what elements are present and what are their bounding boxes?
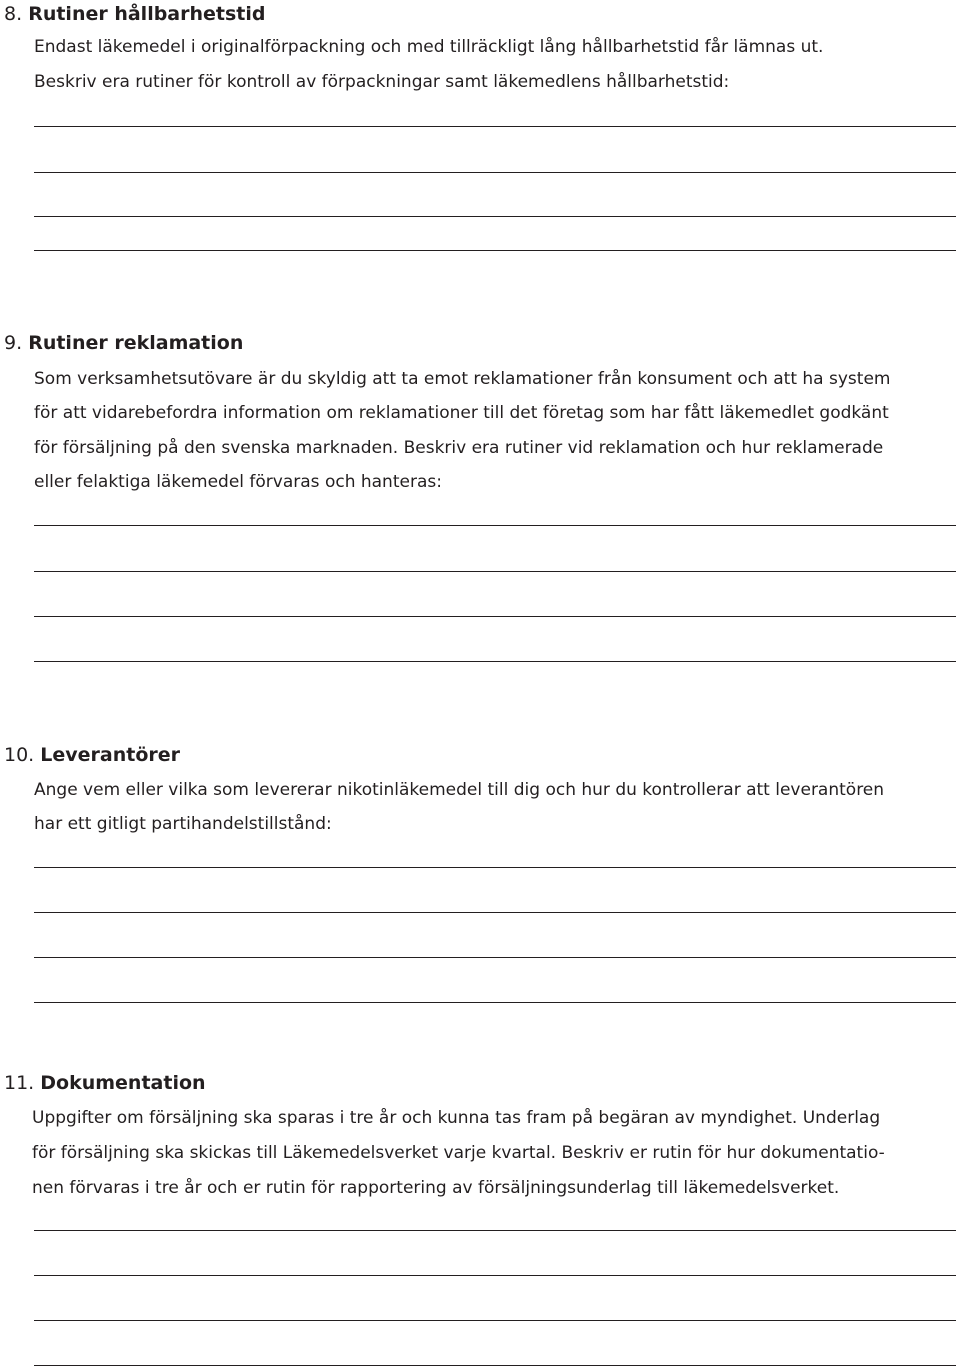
answer-line[interactable] bbox=[34, 250, 956, 251]
answer-line[interactable] bbox=[34, 867, 956, 868]
section-text-line: nen förvaras i tre år och er rutin för rapportering av försäljningsunderlag till läkemedelsverket. bbox=[32, 1178, 840, 1198]
answer-line[interactable] bbox=[34, 216, 956, 217]
section-title: Rutiner reklamation bbox=[28, 332, 244, 354]
section-text-line: Beskriv era rutiner för kontroll av förpackningar samt läkemedlens hållbarhetstid: bbox=[34, 72, 730, 92]
section-text-line: Ange vem eller vilka som levererar nikotinläkemedel till dig och hur du kontrollerar att leverantören bbox=[34, 780, 885, 800]
section-text-line: för försäljning på den svenska marknaden. Beskriv era rutiner vid reklamation och hur reklamerade bbox=[34, 438, 884, 458]
section-text-line: Som verksamhetsutövare är du skyldig att ta emot reklamationer från konsument och att ha system bbox=[34, 369, 891, 389]
section-number: 10. bbox=[4, 744, 35, 766]
answer-line[interactable] bbox=[34, 571, 956, 572]
section-title: Leverantörer bbox=[40, 744, 181, 766]
answer-line[interactable] bbox=[34, 661, 956, 662]
section-text-line: för att vidarebefordra information om reklamationer till det företag som har fått läkemedlet godkänt bbox=[34, 403, 889, 423]
section-text-line: Uppgifter om försäljning ska sparas i tre år och kunna tas fram på begäran av myndighet. Underlag bbox=[32, 1108, 881, 1128]
answer-line[interactable] bbox=[34, 1230, 956, 1231]
section-text-line: Endast läkemedel i originalförpackning och med tillräckligt lång hållbarhetstid får lämnas ut. bbox=[34, 37, 824, 57]
section-title: Rutiner hållbarhetstid bbox=[28, 3, 266, 25]
section-number: 8. bbox=[4, 3, 23, 25]
answer-line[interactable] bbox=[34, 616, 956, 617]
answer-line[interactable] bbox=[34, 1365, 956, 1366]
answer-line[interactable] bbox=[34, 172, 956, 173]
section-text-line: för försäljning ska skickas till Läkemedelsverket varje kvartal. Beskriv er rutin för hur dokumentatio- bbox=[32, 1143, 885, 1163]
section-title: Dokumentation bbox=[40, 1072, 206, 1094]
section-number: 9. bbox=[4, 332, 23, 354]
answer-line[interactable] bbox=[34, 1320, 956, 1321]
section-heading bbox=[4, 331, 243, 355]
section-heading bbox=[4, 743, 180, 767]
answer-line[interactable] bbox=[34, 126, 956, 127]
section-heading bbox=[4, 1071, 206, 1095]
section-text-line: eller felaktiga läkemedel förvaras och hanteras: bbox=[34, 472, 442, 492]
answer-line[interactable] bbox=[34, 957, 956, 958]
answer-line[interactable] bbox=[34, 1275, 956, 1276]
section-number: 11. bbox=[4, 1072, 35, 1094]
section-heading bbox=[4, 2, 266, 26]
answer-line[interactable] bbox=[34, 1002, 956, 1003]
answer-line[interactable] bbox=[34, 525, 956, 526]
section-text-line: har ett gitligt partihandelstillstånd: bbox=[34, 814, 332, 834]
answer-line[interactable] bbox=[34, 912, 956, 913]
